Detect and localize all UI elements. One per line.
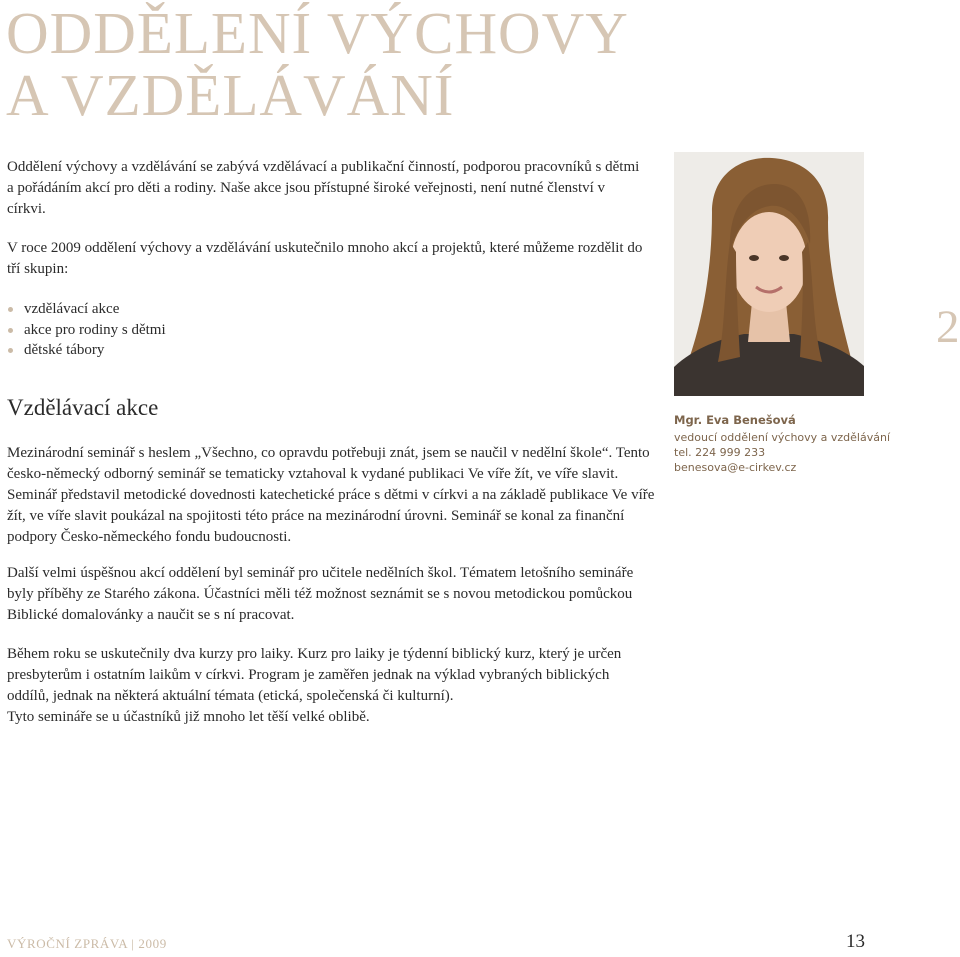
list-item: akce pro rodiny s dětmi bbox=[7, 320, 166, 341]
section-paragraph: Mezinárodní seminář s heslem „Všechno, co opravdu potřebuji znát, jsem se naučil v nedělní škole“. Tento česko-německý odborný seminář se tematicky vztahoval k vydané publikaci Ve víře žít, ve víře slavit. Seminář představil metodické dovednosti katechetické práce s dětmi v církvi a na základě publikace Ve víře žít, ve víře slavit poukázal na spojitosti této práce na mezinárodní úrovni. Seminář se konal za finanční podpory Česko-německého fondu budoucnosti. bbox=[7, 445, 655, 545]
contact-role: vedoucí oddělení výchovy a vzdělávání bbox=[674, 431, 891, 444]
page-title-line-2: A VZDĚLÁVÁNÍ bbox=[6, 62, 455, 128]
portrait-photo bbox=[674, 152, 864, 396]
intro-paragraph: Oddělení výchovy a vzdělávání se zabývá vzdělávací a publikační činností, podporou pracovníků s dětmi a pořádáním akcí pro děti a rodiny. Naše akce jsou přístupné široké veřejnosti, není nutné členství v církvi. bbox=[7, 159, 640, 217]
page-title-line-1: ODDĚLENÍ VÝCHOVY bbox=[6, 0, 629, 66]
contact-name: Mgr. Eva Benešová bbox=[674, 413, 796, 427]
section-paragraph: Další velmi úspěšnou akcí oddělení byl seminář pro učitele nedělních škol. Tématem letošního semináře byly příběhy ze Starého zákona. Účastníci měli též možnost seznámit se s novou metodickou pomůckou Biblické domalovánky a naučit se s ní pracovat. bbox=[7, 565, 634, 623]
groups-intro-paragraph: V roce 2009 oddělení výchovy a vzdělávání uskutečnilo mnoho akcí a projektů, které můžeme rozdělit do tří skupin: bbox=[7, 240, 643, 277]
groups-list bbox=[7, 299, 166, 361]
section-paragraph bbox=[7, 644, 647, 728]
section-paragraph-text: Tyto semináře se u účastníků již mnoho let těší velké oblibě. bbox=[7, 709, 370, 725]
page-title bbox=[6, 2, 629, 126]
footer-report-title: VÝROČNÍ ZPRÁVA bbox=[7, 936, 128, 951]
list-item: dětské tábory bbox=[7, 340, 166, 361]
contact-email[interactable]: benesova@e-cirkev.cz bbox=[674, 461, 797, 474]
section-heading: Vzdělávací akce bbox=[7, 395, 159, 420]
contact-card bbox=[674, 413, 890, 475]
footer-report-label bbox=[7, 936, 167, 952]
section-paragraph-text: Během roku se uskutečnily dva kurzy pro laiky. Kurz pro laiky je týdenní biblický kurz, který je určen presbyterům i ostatním laikům v církvi. Program je zaměřen jednak na výklad vybraných biblických oddílů, jednak na některá aktuální témata (etická, společenská či kulturní). bbox=[7, 646, 622, 704]
chapter-number: 2 bbox=[936, 301, 960, 353]
page-number: 13 bbox=[846, 931, 865, 952]
footer-year: 2009 bbox=[138, 936, 167, 951]
contact-phone: tel. 224 999 233 bbox=[674, 446, 766, 459]
footer-separator: | bbox=[131, 936, 135, 951]
portrait-illustration bbox=[674, 152, 864, 396]
list-item: vzdělávací akce bbox=[7, 299, 166, 320]
